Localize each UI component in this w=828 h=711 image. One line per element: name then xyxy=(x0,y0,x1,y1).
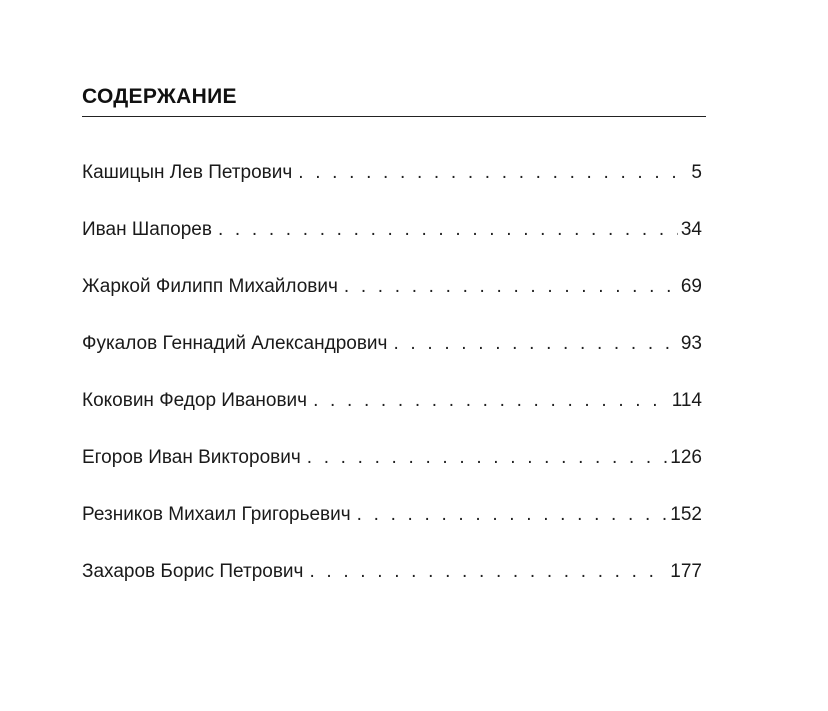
toc-entry[interactable] xyxy=(82,447,702,504)
toc-entry-page: 93 xyxy=(680,333,702,354)
title-divider xyxy=(82,116,706,117)
dot-leader xyxy=(298,162,688,184)
toc-entry[interactable] xyxy=(82,390,702,447)
toc-entry-page: 126 xyxy=(670,447,702,468)
toc-entry-name: Коковин Федор Иванович xyxy=(82,390,308,411)
toc-entry-name: Жаркой Филипп Михайлович xyxy=(82,276,338,297)
toc-entry[interactable] xyxy=(82,276,702,333)
toc-entry-page: 34 xyxy=(680,219,702,240)
toc-entry-name: Захаров Борис Петрович xyxy=(82,561,304,582)
toc-entry-name: Иван Шапорев xyxy=(82,219,212,240)
dot-leader xyxy=(218,219,678,241)
dot-leader xyxy=(307,447,668,469)
toc-entry-page: 114 xyxy=(671,390,702,411)
toc-title: СОДЕРЖАНИЕ xyxy=(82,85,237,108)
dot-leader xyxy=(309,561,667,583)
toc-entry[interactable] xyxy=(82,333,702,390)
table-of-contents xyxy=(82,82,706,582)
toc-list xyxy=(82,162,702,618)
dot-leader xyxy=(393,333,677,355)
toc-entry-page: 69 xyxy=(680,276,702,297)
toc-entry[interactable] xyxy=(82,504,702,561)
toc-entry[interactable] xyxy=(82,162,702,219)
toc-entry-page: 177 xyxy=(670,561,702,582)
toc-entry-name: Фукалов Геннадий Александрович xyxy=(82,333,388,354)
toc-entry[interactable] xyxy=(82,219,702,276)
toc-entry-name: Резников Михаил Григорьевич xyxy=(82,504,351,525)
dot-leader xyxy=(313,390,669,412)
toc-entry-name: Егоров Иван Викторович xyxy=(82,447,301,468)
dot-leader xyxy=(357,504,668,526)
toc-entry[interactable] xyxy=(82,561,702,618)
toc-entry-page: 5 xyxy=(691,162,702,183)
toc-entry-page: 152 xyxy=(670,504,702,525)
dot-leader xyxy=(344,276,678,298)
toc-entry-name: Кашицын Лев Петрович xyxy=(82,162,293,183)
